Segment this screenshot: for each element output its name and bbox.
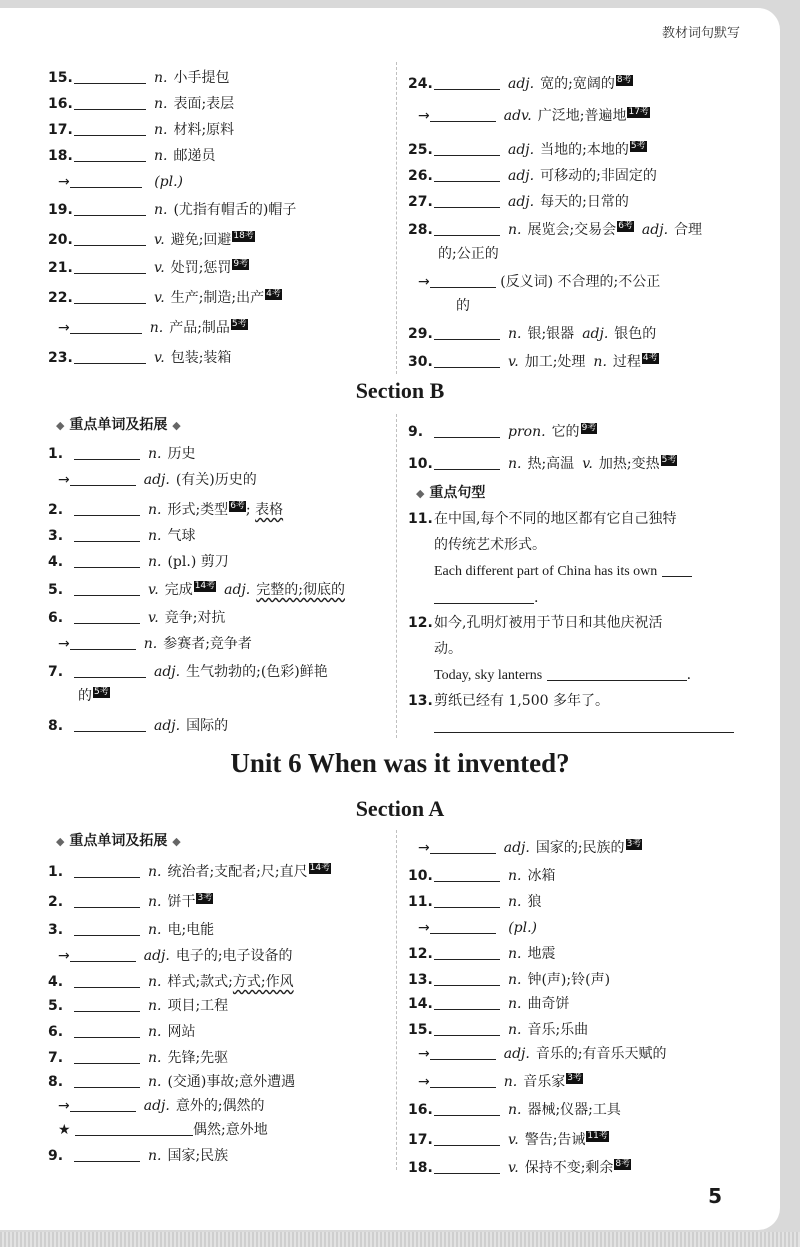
exam-frequency-badge: 3考 [626,839,642,849]
arrow-icon: → [418,274,430,290]
exam-frequency-badge: 5考 [630,141,646,151]
answer-blank[interactable] [70,1098,136,1112]
answer-blank[interactable] [74,232,146,246]
vocab-item-18: 18. n. 邮递员 [48,148,216,164]
answer-blank[interactable] [74,998,140,1012]
answer-blank[interactable] [74,1148,140,1162]
arrow-icon: → [58,636,70,652]
vocab-item-6: 6. v. 竞争;对抗 [48,610,226,626]
vocab-item-3: 3. n. 电;电能 [48,922,215,938]
answer-blank[interactable] [70,320,142,334]
vocab-item-27: 27. adj. 每天的;日常的 [408,194,629,210]
answer-blank[interactable] [434,996,500,1010]
exam-frequency-badge: 4考 [642,353,658,363]
vocab-item-14: 14. n. 曲奇饼 [408,996,570,1012]
answer-blank[interactable] [74,528,140,542]
arrow-icon: → [418,108,430,124]
diamond-icon: ◆ [416,487,425,500]
answer-blank[interactable] [430,108,496,122]
exam-frequency-badge: 8考 [615,1159,631,1169]
vocab-item-2: 2. n. 形式;类型 6考; 表格 [48,501,284,518]
vocab-item-4: 4. n. (pl.) 剪刀 [48,554,229,570]
answer-blank[interactable] [430,274,496,288]
vocab-item-7: 7. adj. 生气勃勃的;(色彩)鲜艳 [48,664,328,680]
unit5-section-a [48,62,748,374]
exam-frequency-badge: 9考 [581,423,597,433]
vocab-item-28: 28. n. 展览会;交易会 6考 adj. 合理 [408,221,703,238]
vocab-item-10: 10. n. 冰箱 [408,868,556,884]
vocab-item-24: 24. adj. 宽的;宽阔的 8考 [408,75,632,92]
answer-blank[interactable] [74,1050,140,1064]
vocab-item-8: 8. n. (交通)事故;意外遭遇 [48,1074,296,1090]
answer-blank[interactable] [547,667,687,681]
answer-blank[interactable] [434,168,500,182]
column-divider [396,414,397,738]
vocab-item-1: 1. n. 历史 [48,446,196,462]
vocab-item-1: 1. n. 统治者;支配者;尺;直尺 14考 [48,863,331,880]
answer-blank[interactable] [70,472,136,486]
answer-blank[interactable] [434,456,500,470]
answer-blank[interactable] [70,174,142,188]
page-edge-pattern [0,1232,800,1247]
answer-blank[interactable] [74,864,140,878]
answer-blank[interactable] [74,70,146,84]
vocab-item-19: 19. n. (尤指有帽舌的)帽子 [48,202,297,218]
vocab-sub-3: → adj. 电子的;电子设备的 [58,948,293,964]
exam-frequency-badge: 5考 [231,319,247,329]
section-b-title: Section B [355,378,445,403]
vocab-item-8: 8. adj. 国际的 [48,718,229,734]
vocab-sub-15b: → n. 音乐家 3考 [418,1073,582,1090]
exam-frequency-badge: 5考 [661,455,677,465]
answer-blank[interactable] [434,868,500,882]
vocab-star-8: ★ 偶然;意外地 [58,1122,268,1138]
arrow-icon: → [418,920,430,936]
answer-blank[interactable] [74,148,146,162]
exam-frequency-badge: 14考 [309,863,331,873]
vocab-item-15: 15. n. 小手提包 [48,70,230,86]
vocab-item-3: 3. n. 气球 [48,528,196,544]
answer-blank[interactable] [74,894,140,908]
answer-blank[interactable] [74,202,146,216]
answer-blank[interactable] [74,922,140,936]
answer-blank[interactable] [434,719,734,733]
vocab-sub-24: → adv. 广泛地;普遍地 17考 [418,107,649,124]
answer-blank[interactable] [434,1102,500,1116]
exam-frequency-badge: 14考 [194,581,216,591]
answer-blank[interactable] [434,326,500,340]
exam-frequency-badge: 6考 [618,221,633,231]
vocab-sub-28: → (反义词) 不合理的;不公正 [418,274,661,290]
diamond-icon: ◆ [56,835,65,848]
vocab-item-18: 18. v. 保持不变;剩余 8考 [408,1159,631,1176]
vocab-item-23: 23. v. 包装;装箱 [48,350,232,366]
star-icon: ★ [58,1122,71,1138]
column-divider [396,830,397,1170]
answer-blank[interactable] [74,290,146,304]
vocab-item-22: 22. v. 生产;制造;出产 4考 [48,289,281,306]
diamond-icon: ◆ [56,419,65,432]
answer-blank[interactable] [430,1074,496,1088]
answer-blank[interactable] [74,122,146,136]
vocab-item-5: 5. n. 项目;工程 [48,998,229,1014]
answer-blank[interactable] [74,1074,140,1088]
answer-blank[interactable] [74,502,140,516]
vocab-item-30: 30. v. 加工;处理 n. 过程 4考 [408,353,658,370]
category-words-label: ◆ 重点单词及拓展 ◆ [56,833,181,849]
answer-blank[interactable] [74,718,146,732]
header-tag: 教材词句默写 [661,26,740,41]
vocab-sub-22: → n. 产品;制品 5考 [58,319,247,336]
vocab-item-15: 15. n. 音乐;乐曲 [408,1022,589,1038]
answer-blank[interactable] [74,582,140,596]
arrow-icon: → [58,320,70,336]
answer-blank[interactable] [74,446,140,460]
vocab-item-17: 17. n. 材料;原料 [48,122,235,138]
answer-blank[interactable] [434,354,500,368]
vocab-item-11: 11. n. 狼 [408,894,542,910]
sentence-item-11: 11.在中国,每个不同的地区都有它自己独特 的传统艺术形式。 Each different part of China has its own . [408,506,748,611]
answer-blank[interactable] [434,424,500,438]
exam-frequency-badge: 3考 [197,893,213,903]
exam-frequency-badge: 8考 [616,75,632,85]
diamond-icon: ◆ [172,419,181,432]
vocab-item-16: 16. n. 器械;仪器;工具 [408,1102,621,1118]
answer-blank[interactable] [74,350,146,364]
exam-frequency-badge: 5考 [94,687,109,697]
diamond-icon: ◆ [172,835,181,848]
vocab-item-28-cont: 的;公正的 [438,246,499,262]
answer-blank[interactable] [434,142,500,156]
answer-blank[interactable] [430,920,496,934]
answer-blank[interactable] [434,194,500,208]
unit-6-title: Unit 6 When was it invented? [230,748,570,778]
exam-frequency-badge: 3考 [567,1073,582,1083]
section-a-title: Section A [355,796,445,821]
exam-frequency-badge: 18考 [233,231,254,241]
arrow-icon: → [58,174,70,190]
category-words-label: ◆ 重点单词及拓展 ◆ [56,417,181,433]
vocab-item-9: 9. pron. 它的 9考 [408,423,597,440]
vocab-item-29: 29. n. 银;银器 adj. 银色的 [408,326,657,342]
vocab-sub-8: → adj. 意外的;偶然的 [58,1098,265,1114]
vocab-item-4: 4. n. 样式;款式;方式;作风 [48,974,294,990]
answer-blank[interactable] [434,946,500,960]
sentence-item-12: 12.如今,孔明灯被用于节日和其他庆祝活 动。 Today, sky lanterns . [408,615,692,683]
vocab-item-20: 20. v. 避免;回避 18考 [48,231,254,248]
arrow-icon: → [418,840,430,856]
vocab-item-25: 25. adj. 当地的;本地的 5考 [408,141,646,158]
exam-frequency-badge: 11考 [587,1131,608,1141]
unit6-section-a [48,830,748,1176]
sentence-item-13: 13.剪纸已经有 1,500 多年了。 [408,688,748,740]
vocab-item-6: 6. n. 网站 [48,1024,196,1040]
vocab-item-17: 17. v. 警告;告诫 11考 [408,1131,608,1148]
answer-blank[interactable] [430,1046,496,1060]
answer-blank[interactable] [662,563,692,577]
vocab-item-12: 12. n. 地震 [408,946,556,962]
vocab-item-13: 13. n. 钟(声);铃(声) [408,972,611,988]
arrow-icon: → [418,1074,430,1090]
answer-blank[interactable] [70,636,136,650]
answer-blank[interactable] [74,96,146,110]
answer-blank[interactable] [70,948,136,962]
answer-blank[interactable] [74,554,140,568]
workbook-page [0,8,780,1230]
arrow-icon: → [58,1098,70,1114]
vocab-sub-9: → adj. 国家的;民族的 3考 [418,839,642,856]
answer-blank[interactable] [434,76,500,90]
exam-frequency-badge: 6考 [230,501,245,511]
answer-blank[interactable] [74,664,146,678]
vocab-sub-18: → (pl.) [58,174,184,190]
arrow-icon: → [418,1046,430,1062]
answer-blank[interactable] [74,260,146,274]
vocab-sub-28-cont: 的 [456,298,470,314]
answer-blank[interactable] [75,1122,193,1136]
vocab-sub-11: → (pl.) [418,920,538,936]
arrow-icon: → [58,472,70,488]
vocab-sub-1: → adj. (有关)历史的 [58,472,257,488]
exam-frequency-badge: 17考 [628,107,649,117]
vocab-item-21: 21. v. 处罚;惩罚 9考 [48,259,249,276]
answer-blank[interactable] [434,1132,500,1146]
vocab-item-26: 26. adj. 可移动的;非固定的 [408,168,657,184]
answer-blank[interactable] [434,590,534,604]
answer-blank[interactable] [434,1022,500,1036]
vocab-item-10: 10. n. 热;高温 v. 加热;变热 5考 [408,455,677,472]
vocab-sub-6: → n. 参赛者;竞争者 [58,636,252,652]
arrow-icon: → [58,948,70,964]
answer-blank[interactable] [74,1024,140,1038]
vocab-item-7-cont: 的 5考 [78,687,109,704]
answer-blank[interactable] [74,610,140,624]
vocab-item-7: 7. n. 先锋;先驱 [48,1050,229,1066]
answer-blank[interactable] [434,222,500,236]
vocab-item-9: 9. n. 国家;民族 [48,1148,229,1164]
exam-frequency-badge: 4考 [266,289,281,299]
vocab-item-16: 16. n. 表面;表层 [48,96,235,112]
vocab-sub-15a: → adj. 音乐的;有音乐天赋的 [418,1046,667,1062]
unit5-section-b [48,414,748,738]
answer-blank[interactable] [434,894,500,908]
category-sentences-label: ◆ 重点句型 [416,485,486,501]
answer-blank[interactable] [74,974,140,988]
page-number: 5 [708,1184,722,1208]
answer-blank[interactable] [434,972,500,986]
column-divider [396,62,397,374]
answer-blank[interactable] [434,1160,500,1174]
vocab-item-2: 2. n. 饼干 3考 [48,893,213,910]
exam-frequency-badge: 9考 [233,259,249,269]
vocab-item-5: 5. v. 完成 14考 adj. 完整的;彻底的 [48,581,345,598]
answer-blank[interactable] [430,840,496,854]
